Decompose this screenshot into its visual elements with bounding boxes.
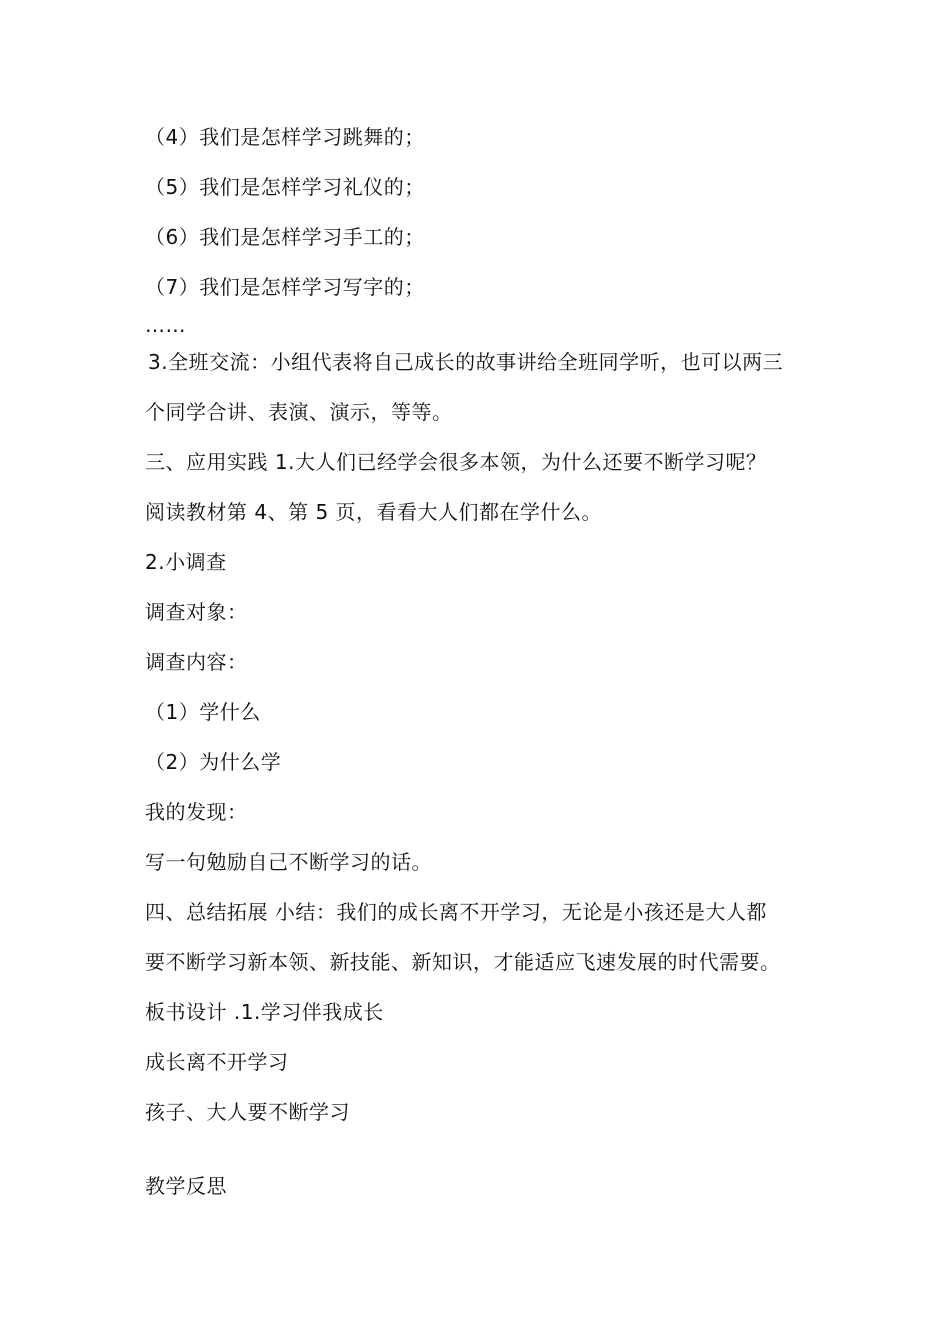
text-line-step-4: （4）我们是怎样学习跳舞的； xyxy=(145,125,425,149)
text-line-summary-cont: 要不断学习新本领、新技能、新知识，才能适应飞速发展的时代需要。 xyxy=(145,950,781,974)
text-line-board-item-2: 孩子、大人要不断学习 xyxy=(145,1100,350,1124)
text-line-encouragement: 写一句勉励自己不断学习的话。 xyxy=(145,850,432,874)
text-line-section-3-heading: 三、应用实践 1.大人们已经学会很多本领，为什么还要不断学习呢？ xyxy=(145,450,767,474)
text-line-survey-item-1: （1）学什么 xyxy=(145,700,261,724)
text-line-board-item-1: 成长离不开学习 xyxy=(145,1050,289,1074)
text-line-board-design: 板书设计 .1.学习伴我成长 xyxy=(145,1000,384,1024)
text-line-teaching-reflection: 教学反思 xyxy=(145,1174,227,1198)
text-line-survey-heading: 2.小调查 xyxy=(145,550,227,574)
text-line-step-7: （7）我们是怎样学习写字的； xyxy=(145,275,425,299)
text-line-survey-item-2: （2）为什么学 xyxy=(145,750,282,774)
text-line-class-exchange-cont: 个同学合讲、表演、演示，等等。 xyxy=(145,400,453,424)
text-line-read-textbook: 阅读教材第 4、第 5 页，看看大人们都在学什么。 xyxy=(145,500,603,524)
text-line-survey-target: 调查对象： xyxy=(145,600,248,624)
text-line-section-4-heading: 四、总结拓展 小结：我们的成长离不开学习，无论是小孩还是大人都 xyxy=(145,900,767,924)
text-line-survey-content: 调查内容： xyxy=(145,650,248,674)
text-line-ellipsis: …… xyxy=(145,313,186,337)
text-line-class-exchange: 3.全班交流：小组代表将自己成长的故事讲给全班同学听，也可以两三 xyxy=(148,350,784,374)
text-line-my-findings: 我的发现： xyxy=(145,800,248,824)
text-line-step-6: （6）我们是怎样学习手工的； xyxy=(145,225,425,249)
text-line-step-5: （5）我们是怎样学习礼仪的； xyxy=(145,175,425,199)
